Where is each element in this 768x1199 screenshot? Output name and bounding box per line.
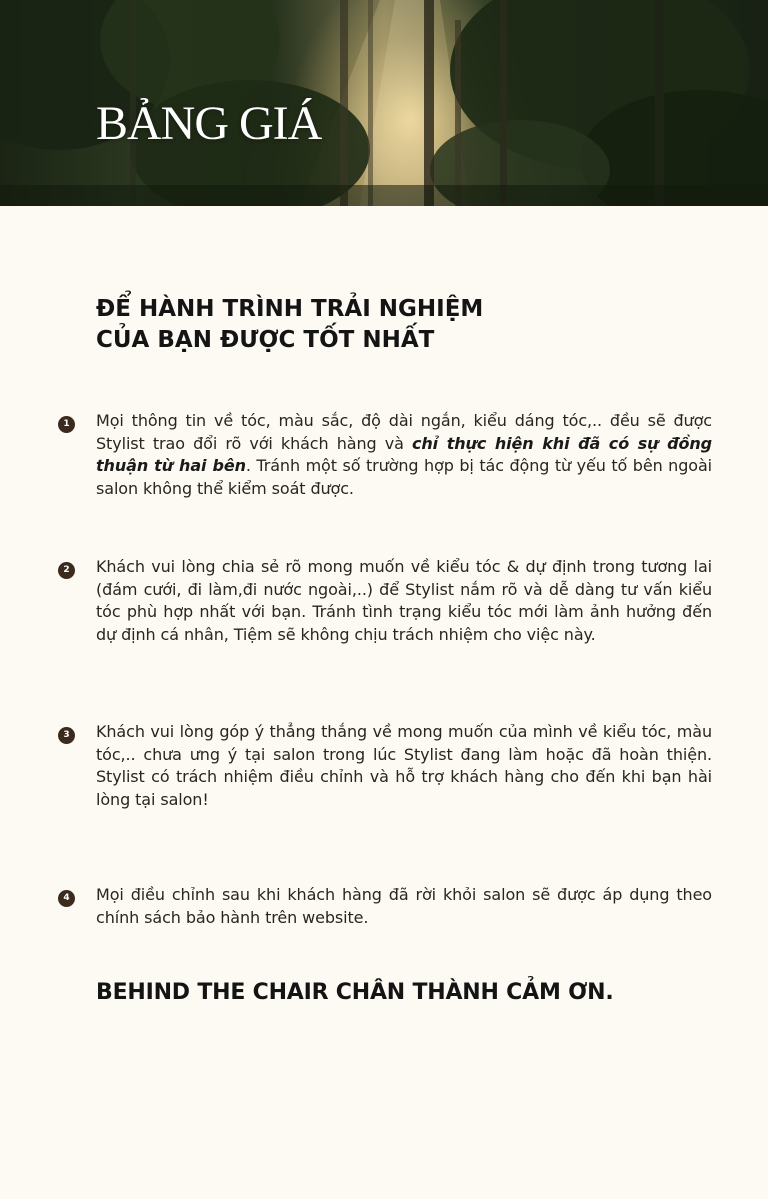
policy-text-part: Mọi thông tin về tóc, màu sắc, độ dài ngắn, kiểu dáng tóc,.. đều sẽ được Stylist trao đổi rõ với khách hàng và [96,411,712,453]
policy-text-part: . Tránh một số trường hợp bị tác động từ yếu tố bên ngoài salon không thể kiểm soát được. [96,456,713,498]
policy-text: Khách vui lòng chia sẻ rõ mong muốn về kiểu tóc & dự định trong tương lai (đám cưới, đi làm,đi nước ngoài,..) để Stylist nắm rõ và dễ dàng tư vấn kiểu tóc phù hợp nhất với bạn. Tránh tình trạng kiểu tóc mới làm ảnh hưởng đến dự định cá nhân, Tiệm sẽ không chịu trách nhiệm cho việc này. [96,557,712,644]
number-badge: 4 [58,890,75,907]
heading-line-1: ĐỂ HÀNH TRÌNH TRẢI NGHIỆM [96,296,484,322]
policy-text-emphasis: chỉ thực hiện khi đã có sự đồng thuận từ hai bên [96,433,712,475]
policy-text: Khách vui lòng góp ý thẳng thắng về mong muốn của mình về kiểu tóc, màu tóc,.. chưa ưng ý tại salon trong lúc Stylist đang làm hoặc đã hoàn thiện. Stylist có trách nhiệm điều chỉnh và hỗ trợ khách hàng cho đến khi bạn hài lòng tại salon! [96,722,712,809]
section-heading [96,294,696,356]
page-title: BẢNG GIÁ [96,97,322,150]
hero-banner [0,0,768,206]
number-badge: 1 [58,416,75,433]
heading-line-2: CỦA BẠN ĐƯỢC TỐT NHẤT [96,327,435,353]
policy-text [96,410,712,500]
number-badge: 2 [58,562,75,579]
closing-message: BEHIND THE CHAIR CHÂN THÀNH CẢM ƠN. [96,980,614,1005]
number-badge: 3 [58,727,75,744]
policy-text: Mọi điều chỉnh sau khi khách hàng đã rời khỏi salon sẽ được áp dụng theo chính sách bảo hành trên website. [96,885,712,927]
